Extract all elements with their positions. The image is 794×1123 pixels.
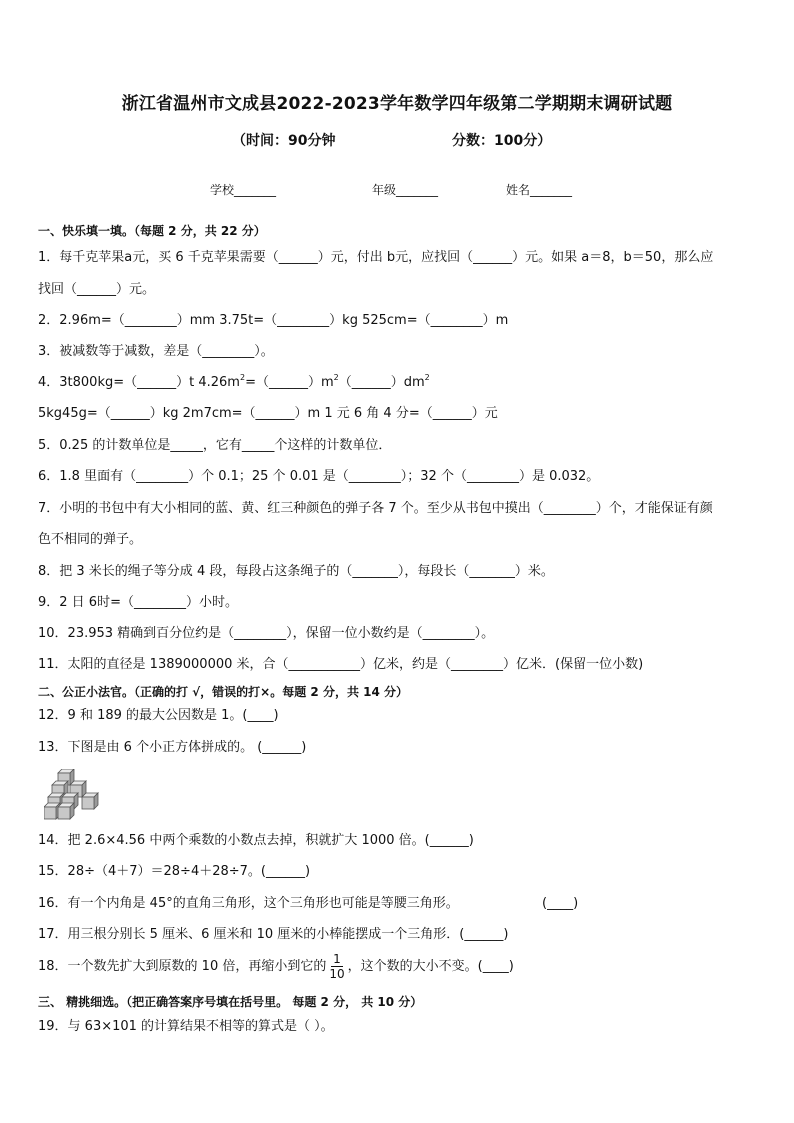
question-4-line-2: 5kg45g=（______）kg 2m7cm=（______）m 1 元 6 角 4 分=（______）元 [38, 406, 498, 421]
q4-sup-2: 2 [333, 373, 339, 382]
question-1-line-1: 1．每千克苹果a元，买 6 千克苹果需要（______）元，付出 b元，应找回（______）元。如果 a＝8，b＝50，那么应 [38, 250, 714, 265]
exam-time: （时间：90分钟 [232, 133, 336, 149]
question-4-line-1 [38, 374, 430, 392]
question-7-line-1: 7．小明的书包中有大小相同的蓝、黄、红三种颜色的弹子各 7 个。至少从书包中摸出（________）个，才能保证有颜 [38, 501, 713, 516]
q4-sup-3: 2 [424, 373, 430, 382]
question-14: 14．把 2.6×4.56 中两个乘数的小数点去掉，积就扩大 1000 倍。(______) [38, 833, 474, 848]
question-18 [38, 952, 514, 981]
q4-part-2: =（______）m [245, 375, 334, 390]
question-15: 15．28÷（4＋7）＝28÷4＋28÷7。(______) [38, 864, 311, 879]
question-9: 9．2 日 6时=（________）小时。 [38, 595, 238, 610]
q4-sup-1: 2 [239, 373, 246, 382]
fraction-denominator: 10 [329, 967, 345, 981]
question-7-line-2: 色不相同的弹子。 [38, 532, 143, 547]
question-10: 10．23.953 精确到百分位约是（________），保留一位小数约是（________）。 [38, 626, 495, 641]
q18-text-before: 18．一个数先扩大到原数的 10 倍，再缩小到它的 [38, 959, 327, 974]
school-field: 学校_______ [210, 183, 277, 197]
question-1-line-2: 找回（______）元。 [38, 282, 156, 297]
question-3: 3．被减数等于减数，差是（________）。 [38, 344, 274, 359]
question-13: 13．下图是由 6 个小正方体拼成的。 (______) [38, 740, 307, 755]
question-11: 11．太阳的直径是 1389000000 米，合（___________）亿米，约是（________）亿米．(保留一位小数) [38, 657, 644, 672]
question-6: 6．1.8 里面有（________）个 0.1；25 个 0.01 是（________）；32 个（________）是 0.032。 [38, 469, 600, 484]
question-16-answer-blank: (____) [542, 896, 579, 911]
question-16: 16．有一个内角是 45°的直角三角形，这个三角形也可能是等腰三角形。 [38, 896, 459, 911]
exam-score: 分数：100分） [452, 133, 552, 149]
q4-part-3: （______）dm [338, 375, 425, 390]
name-field: 姓名_______ [506, 183, 573, 197]
question-17: 17．用三根分别长 5 厘米、6 厘米和 10 厘米的小棒能摆成一个三角形．(______) [38, 927, 509, 942]
section-2-heading: 二、公正小法官。（正确的打 √，错误的打×。每题 2 分，共 14 分） [38, 685, 408, 699]
question-2: 2．2.96m=（________）mm 3.75t=（________）kg 525cm=（________）m [38, 313, 509, 328]
question-5: 5．0.25 的计数单位是_____，它有_____个这样的计数单位． [38, 438, 392, 453]
fraction-numerator: 1 [333, 952, 341, 966]
question-12: 12．9 和 189 的最大公因数是 1。(____) [38, 708, 279, 723]
question-8: 8．把 3 米长的绳子等分成 4 段，每段占这条绳子的（_______），每段长（_______）米。 [38, 564, 554, 579]
q18-text-after: ，这个数的大小不变。(____) [347, 959, 514, 974]
q4-part-1: 4．3t800kg=（______）t 4.26m [38, 375, 240, 390]
grade-field: 年级_______ [372, 183, 439, 197]
cube-stack-figure [44, 769, 100, 821]
section-1-heading: 一、快乐填一填。（每题 2 分，共 22 分） [38, 224, 266, 238]
section-3-heading: 三、 精挑细选。（把正确答案序号填在括号里。 每题 2 分， 共 10 分） [38, 995, 423, 1009]
exam-title: 浙江省温州市文成县2022-2023学年数学四年级第二学期期末调研试题 [121, 94, 673, 114]
one-tenth-fraction [328, 952, 345, 981]
question-19: 19．与 63×101 的计算结果不相等的算式是（ ）。 [38, 1019, 334, 1034]
